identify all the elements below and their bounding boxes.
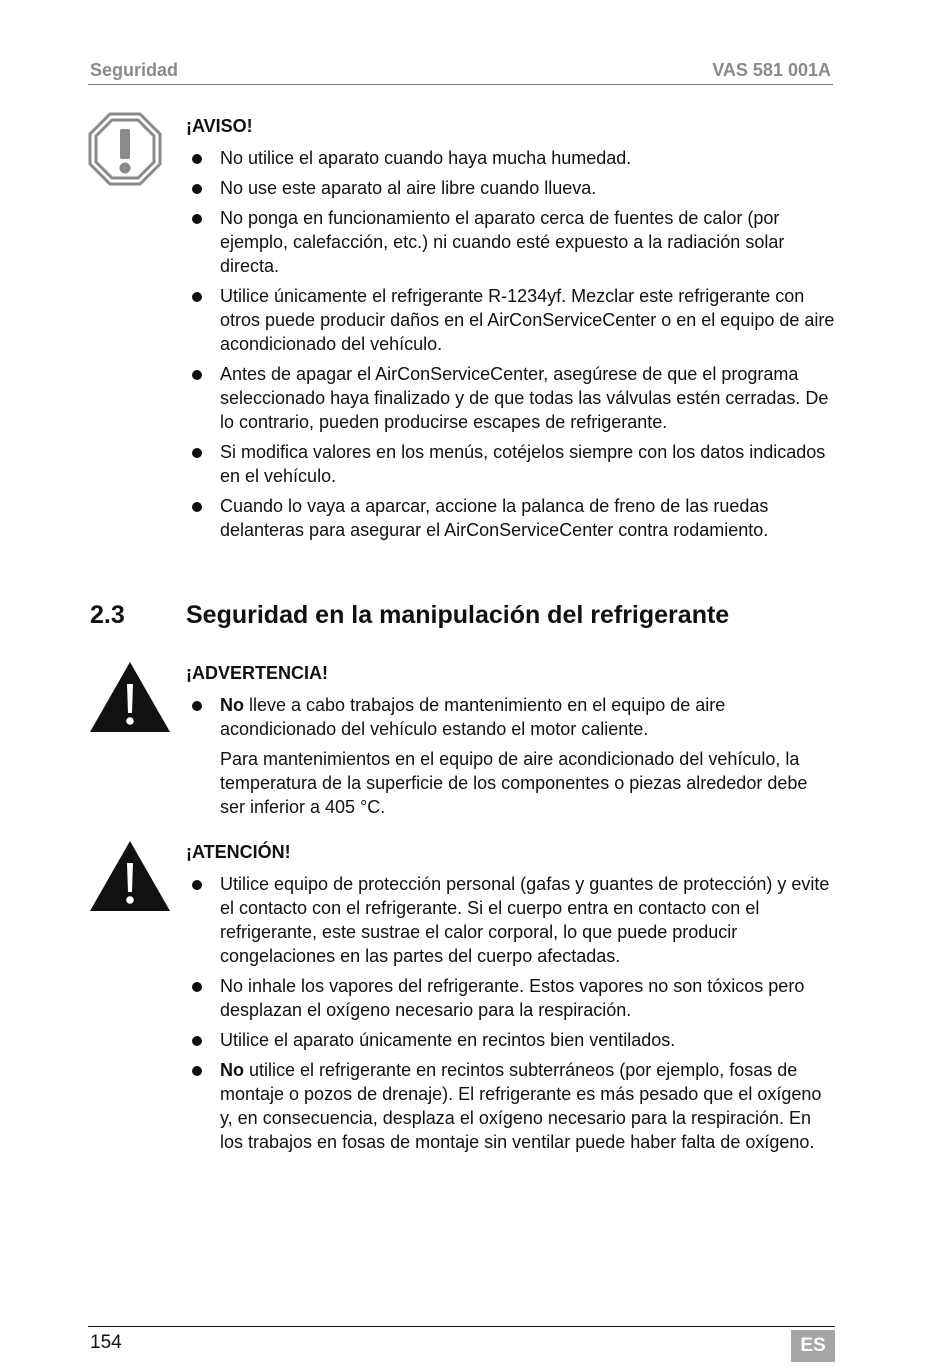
octagon-exclamation-icon (88, 112, 162, 186)
page-number: 154 (90, 1332, 122, 1353)
list-item: Si modifica valores en los menús, cotéjelos siempre con los datos indicados en el vehículo. (186, 440, 836, 488)
list-item-text: lleve a cabo trabajos de mantenimiento en el equipo de aire acondicionado del vehículo estando el motor caliente. (220, 695, 726, 739)
list-item: No inhale los vapores del refrigerante. Estos vapores no son tóxicos pero desplazan el oxígeno necesario para la respiración. (186, 974, 836, 1022)
caution-block (186, 841, 836, 1160)
list-item-text: utilice el refrigerante en recintos subterráneos (por ejemplo, fosas de montaje o pozos de drenaje). El refrigerante es más pesado que el oxígeno y, en consecuencia, desplaza el oxígeno necesario para la respiración. En los trabajos en fosas de montaje sin ventilar puede haber falta de oxígeno. (220, 1060, 822, 1152)
section-number: 2.3 (90, 601, 125, 629)
emphasis-no: No (220, 695, 244, 715)
emphasis-no: No (220, 1060, 244, 1080)
warning-paragraph: Para mantenimientos en el equipo de aire acondicionado del vehículo, la temperatura de la superficie de los componentes o piezas alrededor debe ser inferior a 405 °C. (220, 749, 808, 817)
header-model: VAS 581 001A (712, 60, 831, 80)
section-title: Seguridad en la manipulación del refrigerante (186, 601, 730, 629)
notice-block (186, 115, 836, 548)
list-item: Utilice equipo de protección personal (gafas y guantes de protección) y evite el contacto con el refrigerante. Si el cuerpo entra en contacto con el refrigerante, este sustrae el calor corporal, lo que puede producir congelaciones en las partes del cuerpo afectadas. (186, 872, 836, 968)
list-item: No ponga en funcionamiento el aparato cerca de fuentes de calor (por ejemplo, calefacción, etc.) ni cuando esté expuesto a la radiación solar directa. (186, 206, 836, 278)
warning-list (186, 693, 836, 741)
list-item: No use este aparato al aire libre cuando llueva. (186, 176, 836, 200)
list-item: Utilice únicamente el refrigerante R-1234yf. Mezclar este refrigerante con otros puede producir daños en el AirConServiceCenter o en el equipo de aire acondicionado del vehículo. (186, 284, 836, 356)
warning-title: ¡ADVERTENCIA! (186, 663, 328, 683)
page-header (88, 58, 833, 85)
header-section-title: Seguridad (90, 60, 179, 80)
triangle-exclamation-icon (88, 660, 172, 734)
page-footer (88, 1326, 835, 1363)
list-item: Antes de apagar el AirConServiceCenter, asegúrese de que el programa seleccionado haya finalizado y de que todas las válvulas estén cerradas. De lo contrario, pueden producirse escapes de refrigerante. (186, 362, 836, 434)
list-item: No utilice el aparato cuando haya mucha humedad. (186, 146, 836, 170)
language-badge: ES (791, 1330, 835, 1362)
list-item (186, 1058, 836, 1154)
notice-title: ¡AVISO! (186, 116, 253, 136)
list-item: Cuando lo vaya a aparcar, accione la palanca de freno de las ruedas delanteras para asegurar el AirConServiceCenter contra rodamiento. (186, 494, 836, 542)
list-item (186, 693, 836, 741)
caution-title: ¡ATENCIÓN! (186, 842, 291, 862)
list-item: Utilice el aparato únicamente en recintos bien ventilados. (186, 1028, 836, 1052)
notice-list (186, 146, 836, 542)
warning-block (186, 662, 836, 819)
caution-list (186, 872, 836, 1154)
triangle-exclamation-icon (88, 839, 172, 913)
